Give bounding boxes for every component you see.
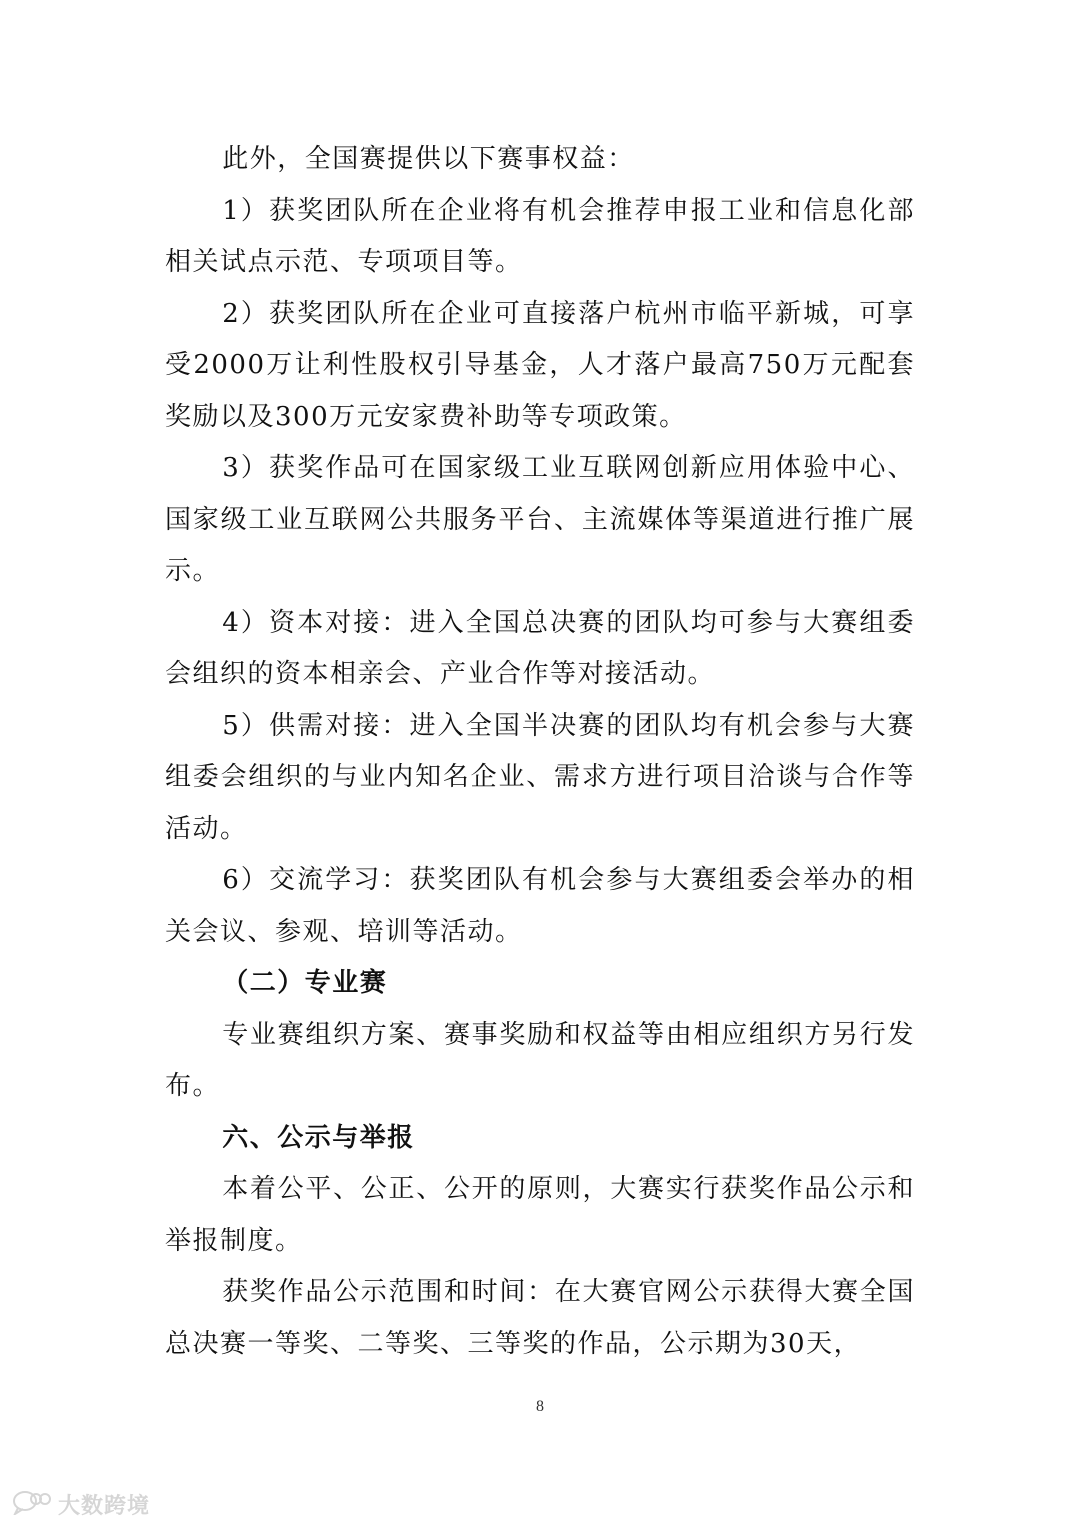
paragraph-benefit-5: 5）供需对接：进入全国半决赛的团队均有机会参与大赛组委会组织的与业内知名企业、需求方进行项目洽谈与合作等活动。 (165, 710, 915, 844)
document-body (165, 134, 915, 1370)
paragraph-benefit-2: 2）获奖团队所在企业可直接落户杭州市临平新城，可享受2000万让利性股权引导基金，人才落户最高750万元配套奖励以及300万元安家费补助等专项政策。 (165, 298, 915, 432)
watermark (12, 1490, 150, 1518)
paragraph-benefit-3: 3）获奖作品可在国家级工业互联网创新应用体验中心、国家级工业互联网公共服务平台、主流媒体等渠道进行推广展示。 (165, 453, 915, 586)
watermark-text: 大数跨境 (58, 1493, 151, 1519)
paragraph-professional: 专业赛组织方案、赛事奖励和权益等由相应组织方另行发布。 (165, 1019, 915, 1101)
paragraph-intro: 此外，全国赛提供以下赛事权益： (222, 144, 635, 174)
paragraph-benefit-4: 4）资本对接：进入全国总决赛的团队均可参与大赛组委会组织的资本相亲会、产业合作等对接活动。 (165, 607, 915, 689)
speech-bubble-logo-icon (12, 1489, 52, 1519)
page-number: 8 (536, 1398, 544, 1415)
paragraph-publicity-principle: 本着公平、公正、公开的原则，大赛实行获奖作品公示和举报制度。 (165, 1174, 915, 1256)
paragraph-benefit-6: 6）交流学习：获奖团队有机会参与大赛组委会举办的相关会议、参观、培训等活动。 (165, 865, 915, 947)
section-heading-professional: （二）专业赛 (222, 968, 388, 998)
paragraph-publicity-scope: 获奖作品公示范围和时间：在大赛官网公示获得大赛全国总决赛一等奖、二等奖、三等奖的作品，公示期为30天， (165, 1277, 915, 1359)
section-heading-publicity: 六、公示与举报 (222, 1122, 415, 1153)
paragraph-benefit-1: 1）获奖团队所在企业将有机会推荐申报工业和信息化部相关试点示范、专项项目等。 (165, 195, 915, 277)
